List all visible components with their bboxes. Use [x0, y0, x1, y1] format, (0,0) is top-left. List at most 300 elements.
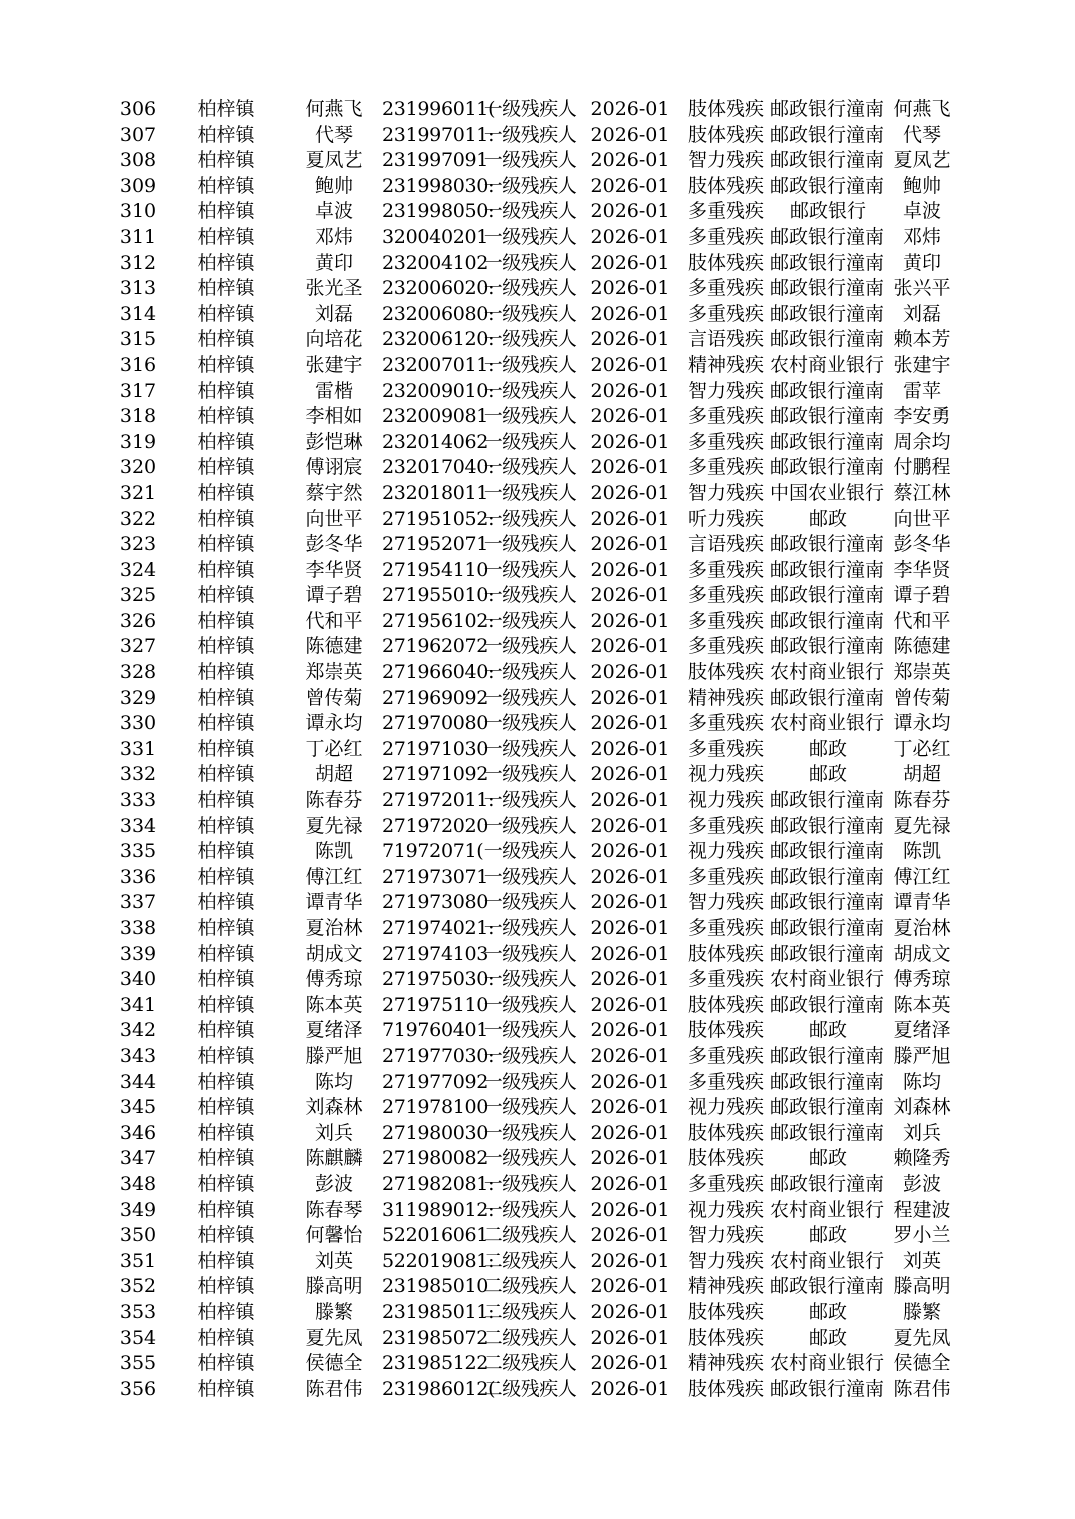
- cell-name: 刘森林: [305, 1096, 363, 1119]
- cell-id: 271966040:: [382, 661, 495, 684]
- cell-bank: 农村商业银行: [769, 353, 884, 376]
- table-row: [110, 1070, 960, 1096]
- cell-name: 傅秀琼: [305, 968, 363, 991]
- cell-id: 271978100: [382, 1096, 489, 1119]
- cell-type: 肢体残疾: [687, 1300, 764, 1323]
- cell-bank: 邮政银行潼南: [769, 942, 884, 965]
- cell-no: 349: [119, 1198, 157, 1221]
- table-row: [110, 148, 960, 174]
- table-row: [110, 199, 960, 225]
- cell-type: 肢体残疾: [687, 174, 764, 197]
- cell-bank: 邮政银行潼南: [769, 1044, 884, 1067]
- cell-date: 2026-01: [590, 507, 670, 530]
- cell-date: 2026-01: [590, 917, 670, 939]
- cell-date: 2026-01: [590, 686, 670, 709]
- cell-payee: 鲍帅: [902, 174, 941, 197]
- cell-name: 滕严旭: [305, 1044, 363, 1067]
- cell-name: 胡成文: [305, 942, 363, 965]
- cell-date: 2026-01: [590, 968, 670, 991]
- cell-date: 2026-01: [590, 1224, 670, 1247]
- cell-type: 视力残疾: [687, 1198, 764, 1221]
- cell-payee: 陈春芬: [893, 789, 951, 812]
- cell-bank: 邮政银行潼南: [769, 225, 884, 248]
- cell-town: 柏梓镇: [197, 789, 255, 812]
- cell-date: 2026-01: [590, 1377, 670, 1400]
- cell-bank: 农村商业银行: [769, 1352, 884, 1375]
- cell-type: 肢体残疾: [687, 1326, 764, 1349]
- table-row: [110, 276, 960, 302]
- cell-grade: 一级残疾人: [483, 430, 577, 453]
- table-row: [110, 123, 960, 149]
- cell-name: 黄印: [314, 251, 353, 274]
- cell-grade: 一级残疾人: [483, 1019, 577, 1042]
- cell-grade: 一级残疾人: [483, 277, 577, 300]
- cell-payee: 陈凯: [902, 840, 941, 863]
- cell-id: 232004102: [382, 251, 489, 274]
- cell-payee: 邓炜: [902, 225, 941, 248]
- cell-town: 柏梓镇: [197, 1121, 255, 1144]
- table-row: [110, 353, 960, 379]
- cell-bank: 邮政银行潼南: [769, 98, 884, 120]
- cell-date: 2026-01: [590, 200, 670, 223]
- cell-town: 柏梓镇: [197, 277, 255, 300]
- cell-bank: 邮政银行: [789, 200, 866, 223]
- disability-subsidy-table: [110, 97, 960, 1402]
- cell-payee: 代和平: [893, 609, 951, 632]
- cell-type: 多重残疾: [687, 584, 764, 607]
- cell-type: 肢体残疾: [687, 942, 764, 965]
- cell-grade: 一级残疾人: [483, 686, 577, 709]
- cell-grade: 一级残疾人: [483, 1172, 577, 1195]
- cell-town: 柏梓镇: [197, 865, 255, 888]
- cell-bank: 邮政银行潼南: [769, 430, 884, 453]
- cell-town: 柏梓镇: [197, 481, 255, 504]
- cell-id: 271980082: [382, 1147, 489, 1170]
- cell-no: 334: [119, 814, 157, 837]
- cell-id: 271982081:: [382, 1172, 495, 1195]
- cell-name: 刘英: [314, 1249, 353, 1272]
- cell-date: 2026-01: [590, 533, 670, 556]
- cell-type: 多重残疾: [687, 865, 764, 888]
- cell-bank: 邮政: [808, 737, 847, 760]
- cell-id: 271972011:: [382, 789, 495, 812]
- cell-town: 柏梓镇: [197, 225, 255, 248]
- cell-town: 柏梓镇: [197, 712, 255, 735]
- cell-name: 邓炜: [314, 225, 353, 248]
- cell-id: 232006120:: [382, 328, 495, 351]
- cell-payee: 夏先凤: [893, 1326, 951, 1349]
- cell-id: 232017040:: [382, 456, 495, 479]
- cell-type: 精神残疾: [687, 1352, 764, 1375]
- cell-bank: 邮政: [808, 1300, 847, 1323]
- cell-payee: 赖本芳: [893, 328, 951, 351]
- cell-date: 2026-01: [590, 1019, 670, 1042]
- cell-name: 夏绪泽: [305, 1019, 363, 1042]
- table-row: [110, 788, 960, 814]
- cell-type: 多重残疾: [687, 814, 764, 837]
- table-row: [110, 404, 960, 430]
- cell-name: 陈春琴: [305, 1198, 363, 1221]
- cell-bank: 农村商业银行: [769, 661, 884, 684]
- cell-no: 350: [119, 1224, 157, 1247]
- cell-id: 231985122: [382, 1352, 489, 1375]
- cell-payee: 胡超: [902, 763, 941, 786]
- cell-date: 2026-01: [590, 430, 670, 453]
- cell-name: 张光圣: [305, 277, 363, 300]
- cell-bank: 邮政银行潼南: [769, 891, 884, 914]
- cell-bank: 邮政银行潼南: [769, 1096, 884, 1119]
- cell-type: 智力残疾: [687, 891, 764, 914]
- cell-no: 321: [119, 481, 157, 504]
- cell-town: 柏梓镇: [197, 1275, 255, 1298]
- cell-no: 354: [119, 1326, 157, 1349]
- cell-grade: 一级残疾人: [483, 840, 577, 863]
- cell-no: 314: [119, 302, 157, 325]
- cell-bank: 邮政银行潼南: [769, 1275, 884, 1298]
- cell-no: 352: [119, 1275, 157, 1298]
- cell-type: 肢体残疾: [687, 1147, 764, 1170]
- cell-town: 柏梓镇: [197, 1044, 255, 1067]
- cell-no: 330: [119, 712, 157, 735]
- cell-id: 271972020: [382, 814, 489, 837]
- cell-grade: 一级残疾人: [483, 891, 577, 914]
- table-row: [110, 1274, 960, 1300]
- cell-grade: 一级残疾人: [483, 1044, 577, 1067]
- cell-payee: 付鹏程: [893, 456, 951, 479]
- table-row: [110, 967, 960, 993]
- cell-town: 柏梓镇: [197, 379, 255, 402]
- cell-no: 348: [119, 1172, 157, 1195]
- cell-no: 342: [119, 1019, 157, 1042]
- cell-no: 306: [119, 98, 157, 120]
- cell-town: 柏梓镇: [197, 149, 255, 172]
- cell-name: 傅江红: [305, 865, 363, 888]
- table-row: [110, 481, 960, 507]
- cell-grade: 一级残疾人: [483, 481, 577, 504]
- cell-id: 231998050:: [382, 200, 495, 223]
- cell-type: 多重残疾: [687, 456, 764, 479]
- cell-no: 322: [119, 507, 157, 530]
- cell-payee: 夏凤艺: [893, 149, 951, 172]
- cell-id: 271956102:: [382, 609, 495, 632]
- cell-bank: 农村商业银行: [769, 712, 884, 735]
- cell-no: 308: [119, 149, 157, 172]
- cell-no: 318: [119, 405, 157, 428]
- cell-name: 谭青华: [305, 891, 363, 914]
- cell-bank: 邮政银行潼南: [769, 558, 884, 581]
- cell-date: 2026-01: [590, 789, 670, 812]
- cell-id: 271952071: [382, 533, 489, 556]
- cell-type: 精神残疾: [687, 1275, 764, 1298]
- cell-no: 340: [119, 968, 157, 991]
- cell-date: 2026-01: [590, 1275, 670, 1298]
- cell-type: 视力残疾: [687, 789, 764, 812]
- cell-id: 232014062: [382, 430, 489, 453]
- cell-name: 傅诩宸: [305, 456, 363, 479]
- cell-payee: 刘森林: [893, 1096, 951, 1119]
- cell-grade: 一级残疾人: [483, 865, 577, 888]
- cell-no: 320: [119, 456, 157, 479]
- cell-bank: 农村商业银行: [769, 1198, 884, 1221]
- cell-town: 柏梓镇: [197, 1377, 255, 1400]
- table-row: [110, 609, 960, 635]
- cell-grade: 一级残疾人: [483, 1147, 577, 1170]
- cell-type: 多重残疾: [687, 1070, 764, 1093]
- cell-town: 柏梓镇: [197, 1224, 255, 1247]
- cell-id: 271954110: [382, 558, 489, 581]
- table-row: [110, 1044, 960, 1070]
- cell-no: 336: [119, 865, 157, 888]
- cell-date: 2026-01: [590, 840, 670, 863]
- cell-type: 智力残疾: [687, 481, 764, 504]
- cell-no: 328: [119, 661, 157, 684]
- cell-bank: 邮政银行潼南: [769, 456, 884, 479]
- cell-date: 2026-01: [590, 1326, 670, 1349]
- table-row: [110, 225, 960, 251]
- table-row: [110, 379, 960, 405]
- cell-name: 蔡宇然: [305, 481, 363, 504]
- cell-id: 231997091: [382, 149, 489, 172]
- cell-no: 335: [119, 840, 157, 863]
- table-row: [110, 558, 960, 584]
- cell-payee: 黄印: [902, 251, 941, 274]
- cell-bank: 邮政银行潼南: [769, 1377, 884, 1400]
- cell-payee: 傅秀琼: [893, 968, 951, 991]
- cell-id: 231985072: [382, 1326, 489, 1349]
- cell-town: 柏梓镇: [197, 1070, 255, 1093]
- cell-bank: 邮政银行潼南: [769, 251, 884, 274]
- cell-town: 柏梓镇: [197, 814, 255, 837]
- cell-town: 柏梓镇: [197, 942, 255, 965]
- cell-grade: 一级残疾人: [483, 123, 577, 146]
- table-row: [110, 583, 960, 609]
- cell-id: 271951052:: [382, 507, 495, 530]
- cell-payee: 夏先禄: [893, 814, 951, 837]
- cell-name: 丁必红: [305, 737, 363, 760]
- cell-id: 232007011:: [382, 353, 495, 376]
- cell-town: 柏梓镇: [197, 405, 255, 428]
- cell-name: 曾传菊: [305, 686, 363, 709]
- cell-type: 精神残疾: [687, 686, 764, 709]
- table-row: [110, 660, 960, 686]
- cell-no: 355: [119, 1352, 157, 1375]
- cell-payee: 滕严旭: [893, 1044, 951, 1067]
- cell-grade: 二级残疾人: [483, 1377, 577, 1400]
- cell-id: 271974103: [382, 942, 489, 965]
- cell-payee: 罗小兰: [893, 1224, 951, 1247]
- cell-name: 张建宇: [305, 353, 363, 376]
- cell-bank: 邮政银行潼南: [769, 405, 884, 428]
- cell-grade: 一级残疾人: [483, 814, 577, 837]
- cell-name: 代和平: [305, 609, 363, 632]
- cell-name: 代琴: [314, 123, 353, 146]
- table-row: [110, 634, 960, 660]
- cell-date: 2026-01: [590, 1249, 670, 1272]
- cell-no: 329: [119, 686, 157, 709]
- cell-bank: 邮政银行潼南: [769, 917, 884, 939]
- cell-town: 柏梓镇: [197, 1198, 255, 1221]
- cell-type: 肢体残疾: [687, 123, 764, 146]
- cell-id: 271970080: [382, 712, 489, 735]
- cell-payee: 周余均: [893, 430, 951, 453]
- cell-name: 陈春芬: [305, 789, 363, 812]
- cell-payee: 陈本英: [893, 993, 951, 1016]
- cell-town: 柏梓镇: [197, 609, 255, 632]
- cell-id: 232009081: [382, 405, 489, 428]
- cell-date: 2026-01: [590, 1352, 670, 1375]
- cell-date: 2026-01: [590, 149, 670, 172]
- table-row: [110, 1095, 960, 1121]
- cell-town: 柏梓镇: [197, 1019, 255, 1042]
- cell-date: 2026-01: [590, 379, 670, 402]
- cell-no: 323: [119, 533, 157, 556]
- cell-id: 231997011:: [382, 123, 495, 146]
- cell-bank: 邮政银行潼南: [769, 635, 884, 658]
- cell-type: 肢体残疾: [687, 1377, 764, 1400]
- cell-date: 2026-01: [590, 942, 670, 965]
- cell-grade: 一级残疾人: [483, 533, 577, 556]
- cell-date: 2026-01: [590, 1070, 670, 1093]
- cell-id: 271955010:: [382, 584, 495, 607]
- cell-id: 231986012(: [382, 1377, 496, 1400]
- cell-no: 324: [119, 558, 157, 581]
- cell-type: 多重残疾: [687, 737, 764, 760]
- cell-payee: 赖隆秀: [893, 1147, 951, 1170]
- table-row: [110, 1121, 960, 1147]
- table-row: [110, 890, 960, 916]
- cell-bank: 邮政: [808, 1019, 847, 1042]
- cell-no: 307: [119, 123, 157, 146]
- cell-bank: 邮政银行潼南: [769, 533, 884, 556]
- cell-type: 精神残疾: [687, 353, 764, 376]
- cell-name: 陈德建: [305, 635, 363, 658]
- table-row: [110, 1351, 960, 1377]
- cell-name: 夏先凤: [305, 1326, 363, 1349]
- cell-type: 多重残疾: [687, 302, 764, 325]
- cell-id: 271971030: [382, 737, 489, 760]
- cell-grade: 一级残疾人: [483, 302, 577, 325]
- cell-type: 多重残疾: [687, 405, 764, 428]
- cell-date: 2026-01: [590, 865, 670, 888]
- cell-id: 231985011:: [382, 1300, 495, 1323]
- cell-town: 柏梓镇: [197, 737, 255, 760]
- cell-bank: 邮政银行潼南: [769, 814, 884, 837]
- cell-date: 2026-01: [590, 712, 670, 735]
- cell-bank: 邮政银行潼南: [769, 993, 884, 1016]
- cell-name: 鲍帅: [314, 174, 353, 197]
- cell-type: 肢体残疾: [687, 98, 764, 120]
- cell-id: 271974021:: [382, 917, 495, 939]
- table-row: [110, 1223, 960, 1249]
- cell-town: 柏梓镇: [197, 1147, 255, 1170]
- cell-no: 337: [119, 891, 157, 914]
- cell-payee: 丁必红: [893, 737, 951, 760]
- cell-date: 2026-01: [590, 635, 670, 658]
- cell-no: 319: [119, 430, 157, 453]
- cell-id: 271980030: [382, 1121, 489, 1144]
- cell-payee: 代琴: [902, 123, 941, 146]
- cell-type: 多重残疾: [687, 200, 764, 223]
- cell-no: 347: [119, 1147, 157, 1170]
- cell-name: 滕高明: [305, 1275, 363, 1298]
- table-row: [110, 430, 960, 456]
- cell-town: 柏梓镇: [197, 661, 255, 684]
- table-row: [110, 737, 960, 763]
- cell-payee: 刘磊: [902, 302, 941, 325]
- cell-name: 彭冬华: [305, 533, 363, 556]
- cell-id: 232009010:: [382, 379, 495, 402]
- cell-no: 346: [119, 1121, 157, 1144]
- cell-id: 719760401: [382, 1019, 489, 1042]
- cell-name: 向世平: [305, 507, 363, 530]
- cell-town: 柏梓镇: [197, 891, 255, 914]
- cell-type: 视力残疾: [687, 1096, 764, 1119]
- cell-type: 多重残疾: [687, 609, 764, 632]
- cell-grade: 一级残疾人: [483, 558, 577, 581]
- cell-id: 271973071: [382, 865, 489, 888]
- cell-grade: 二级残疾人: [483, 1249, 577, 1272]
- cell-grade: 二级残疾人: [483, 1352, 577, 1375]
- cell-grade: 一级残疾人: [483, 1198, 577, 1221]
- cell-no: 331: [119, 737, 157, 760]
- cell-date: 2026-01: [590, 353, 670, 376]
- cell-town: 柏梓镇: [197, 917, 255, 939]
- cell-type: 肢体残疾: [687, 1121, 764, 1144]
- table-row: [110, 327, 960, 353]
- cell-grade: 二级残疾人: [483, 1275, 577, 1298]
- cell-name: 侯德全: [305, 1352, 363, 1375]
- cell-date: 2026-01: [590, 609, 670, 632]
- cell-no: 351: [119, 1249, 157, 1272]
- cell-payee: 蔡江林: [893, 481, 951, 504]
- table-row: [110, 916, 960, 942]
- cell-town: 柏梓镇: [197, 584, 255, 607]
- cell-id: 232006080:: [382, 302, 495, 325]
- cell-town: 柏梓镇: [197, 200, 255, 223]
- cell-town: 柏梓镇: [197, 840, 255, 863]
- cell-grade: 一级残疾人: [483, 1121, 577, 1144]
- cell-payee: 陈君伟: [893, 1377, 951, 1400]
- cell-town: 柏梓镇: [197, 1300, 255, 1323]
- cell-town: 柏梓镇: [197, 251, 255, 274]
- cell-id: 271975110: [382, 993, 489, 1016]
- cell-bank: 邮政银行潼南: [769, 277, 884, 300]
- cell-name: 夏先禄: [305, 814, 363, 837]
- cell-bank: 邮政银行潼南: [769, 123, 884, 146]
- cell-no: 344: [119, 1070, 157, 1093]
- table-row: [110, 814, 960, 840]
- table-row: [110, 1326, 960, 1352]
- cell-name: 夏凤艺: [305, 149, 363, 172]
- cell-bank: 邮政银行潼南: [769, 1070, 884, 1093]
- cell-payee: 向世平: [893, 507, 951, 530]
- cell-name: 陈凯: [314, 840, 353, 863]
- cell-payee: 卓波: [902, 200, 941, 223]
- table-row: [110, 1249, 960, 1275]
- cell-town: 柏梓镇: [197, 507, 255, 530]
- cell-type: 智力残疾: [687, 149, 764, 172]
- cell-type: 肢体残疾: [687, 251, 764, 274]
- cell-grade: 一级残疾人: [483, 456, 577, 479]
- cell-id: 271971092: [382, 763, 489, 786]
- cell-town: 柏梓镇: [197, 968, 255, 991]
- cell-no: 316: [119, 353, 157, 376]
- cell-name: 李华贤: [305, 558, 363, 581]
- cell-type: 肢体残疾: [687, 1019, 764, 1042]
- cell-bank: 邮政银行潼南: [769, 686, 884, 709]
- cell-type: 言语残疾: [687, 533, 764, 556]
- cell-id: 311989012:: [382, 1198, 495, 1221]
